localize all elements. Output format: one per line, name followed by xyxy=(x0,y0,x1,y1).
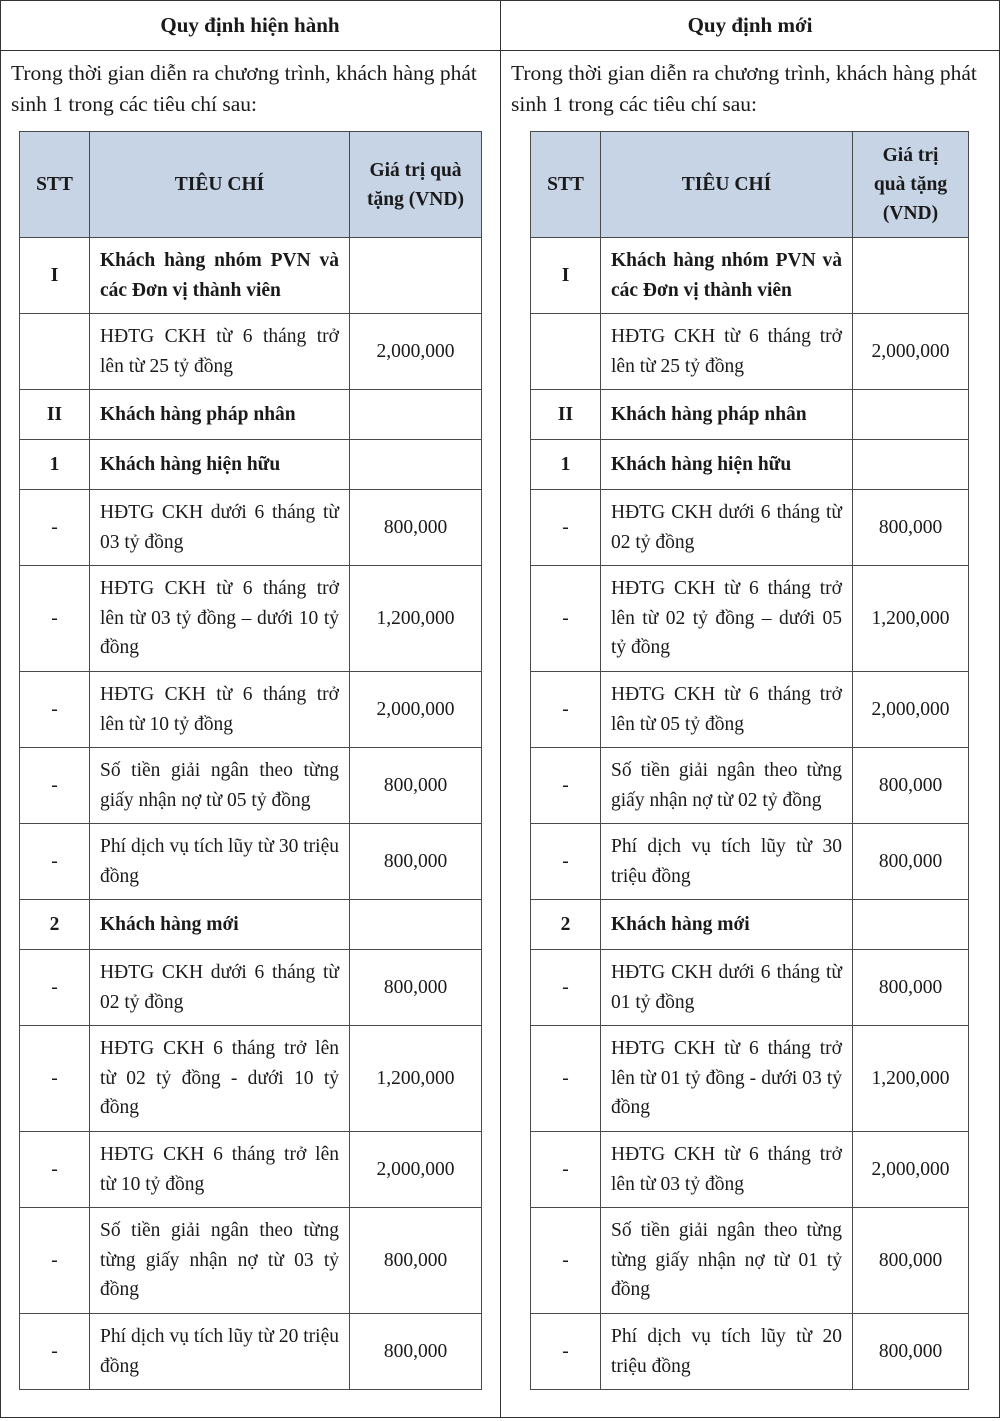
row-gift-value: 800,000 xyxy=(853,1314,969,1390)
row-gift-value xyxy=(853,238,969,314)
header-criteria: TIÊU CHÍ xyxy=(601,132,853,238)
table-row xyxy=(531,900,969,950)
row-criteria: HĐTG CKH từ 6 tháng trở lên từ 03 tỷ đồng – dưới 10 tỷ đồng xyxy=(90,566,350,672)
header-stt: STT xyxy=(531,132,601,238)
row-stt: - xyxy=(20,490,90,566)
row-gift-value: 2,000,000 xyxy=(350,1132,482,1208)
row-gift-value: 2,000,000 xyxy=(853,314,969,390)
row-stt: - xyxy=(531,672,601,748)
row-stt: - xyxy=(20,566,90,672)
row-gift-value xyxy=(350,390,482,440)
row-stt: 1 xyxy=(531,440,601,490)
table-row xyxy=(20,1314,482,1390)
row-criteria: Khách hàng nhóm PVN và các Đơn vị thành viên xyxy=(90,238,350,314)
header-divider xyxy=(0,50,1000,51)
row-stt: 1 xyxy=(20,440,90,490)
row-gift-value: 2,000,000 xyxy=(853,1132,969,1208)
row-stt: - xyxy=(20,748,90,824)
row-criteria: Số tiền giải ngân theo từng từng giấy nhận nợ từ 01 tỷ đồng xyxy=(601,1208,853,1314)
row-gift-value: 800,000 xyxy=(350,1314,482,1390)
table-row xyxy=(20,238,482,314)
column-title-current: Quy định hiện hành xyxy=(160,12,340,37)
row-criteria: HĐTG CKH 6 tháng trở lên từ 10 tỷ đồng xyxy=(90,1132,350,1208)
table-body xyxy=(531,238,969,1390)
row-gift-value: 2,000,000 xyxy=(853,672,969,748)
row-stt xyxy=(531,314,601,390)
row-criteria: Phí dịch vụ tích lũy từ 20 triệu đồng xyxy=(90,1314,350,1390)
header-criteria: TIÊU CHÍ xyxy=(90,132,350,238)
row-criteria: Khách hàng mới xyxy=(90,900,350,950)
row-gift-value: 800,000 xyxy=(853,490,969,566)
table-row xyxy=(20,1208,482,1314)
table-row xyxy=(531,1208,969,1314)
table-row xyxy=(20,1132,482,1208)
row-stt: - xyxy=(20,1208,90,1314)
row-criteria: Số tiền giải ngân theo từng giấy nhận nợ từ 02 tỷ đồng xyxy=(601,748,853,824)
header-stt: STT xyxy=(20,132,90,238)
row-stt: 2 xyxy=(20,900,90,950)
row-gift-value: 800,000 xyxy=(350,950,482,1026)
row-stt: - xyxy=(20,950,90,1026)
table-row xyxy=(20,440,482,490)
row-criteria: Khách hàng hiện hữu xyxy=(90,440,350,490)
row-stt: II xyxy=(20,390,90,440)
row-stt: - xyxy=(531,824,601,900)
row-gift-value: 2,000,000 xyxy=(350,672,482,748)
row-stt: - xyxy=(20,1314,90,1390)
table-row xyxy=(531,824,969,900)
row-gift-value xyxy=(350,238,482,314)
row-criteria: HĐTG CKH từ 6 tháng trở lên từ 25 tỷ đồng xyxy=(90,314,350,390)
row-criteria: HĐTG CKH từ 6 tháng trở lên từ 05 tỷ đồng xyxy=(601,672,853,748)
row-gift-value: 1,200,000 xyxy=(350,1026,482,1132)
table-row xyxy=(20,950,482,1026)
row-gift-value xyxy=(350,900,482,950)
table-row xyxy=(20,566,482,672)
table-row xyxy=(531,566,969,672)
row-criteria: HĐTG CKH dưới 6 tháng từ 02 tỷ đồng xyxy=(601,490,853,566)
header-gift-value: Giá trị quà tặng (VND) xyxy=(350,132,482,238)
row-criteria: Khách hàng hiện hữu xyxy=(601,440,853,490)
table-row xyxy=(20,672,482,748)
row-criteria: Phí dịch vụ tích lũy từ 30 triệu đồng xyxy=(90,824,350,900)
row-gift-value: 800,000 xyxy=(853,1208,969,1314)
row-criteria: Khách hàng pháp nhân xyxy=(601,390,853,440)
row-stt: - xyxy=(531,1132,601,1208)
row-stt: - xyxy=(531,1208,601,1314)
table-row xyxy=(531,748,969,824)
row-gift-value: 800,000 xyxy=(350,1208,482,1314)
row-gift-value xyxy=(853,390,969,440)
table-row xyxy=(531,1026,969,1132)
table-row xyxy=(531,1132,969,1208)
row-gift-value: 800,000 xyxy=(350,748,482,824)
row-stt: - xyxy=(531,950,601,1026)
row-gift-value: 800,000 xyxy=(350,490,482,566)
row-gift-value: 800,000 xyxy=(350,824,482,900)
table-row xyxy=(531,1314,969,1390)
row-stt: I xyxy=(531,238,601,314)
row-stt: - xyxy=(20,824,90,900)
row-criteria: Số tiền giải ngân theo từng từng giấy nhận nợ từ 03 tỷ đồng xyxy=(90,1208,350,1314)
row-criteria: Khách hàng mới xyxy=(601,900,853,950)
table-header-row xyxy=(20,132,482,238)
table-row xyxy=(531,238,969,314)
row-gift-value: 800,000 xyxy=(853,748,969,824)
row-gift-value: 2,000,000 xyxy=(350,314,482,390)
table-row xyxy=(531,490,969,566)
table-row xyxy=(20,390,482,440)
intro-text-current: Trong thời gian diễn ra chương trình, khách hàng phát sinh 1 trong các tiêu chí sau: xyxy=(11,61,477,116)
row-stt: - xyxy=(531,1314,601,1390)
row-stt: II xyxy=(531,390,601,440)
row-criteria: Số tiền giải ngân theo từng giấy nhận nợ từ 05 tỷ đồng xyxy=(90,748,350,824)
row-gift-value xyxy=(853,900,969,950)
header-gift-value: Giá trị quà tặng (VND) xyxy=(853,132,969,238)
table-header-row xyxy=(531,132,969,238)
table-row xyxy=(531,390,969,440)
row-stt: - xyxy=(20,672,90,748)
gift-table-current xyxy=(19,131,482,1390)
row-gift-value: 800,000 xyxy=(853,824,969,900)
table-body xyxy=(20,238,482,1390)
table-row xyxy=(531,314,969,390)
row-criteria: Phí dịch vụ tích lũy từ 20 triệu đồng xyxy=(601,1314,853,1390)
row-criteria: HĐTG CKH từ 6 tháng trở lên từ 25 tỷ đồng xyxy=(601,314,853,390)
table-row xyxy=(531,950,969,1026)
row-gift-value: 1,200,000 xyxy=(853,566,969,672)
table-row xyxy=(531,672,969,748)
row-criteria: Phí dịch vụ tích lũy từ 30 triệu đồng xyxy=(601,824,853,900)
row-criteria: HĐTG CKH từ 6 tháng trở lên từ 01 tỷ đồng - dưới 03 tỷ đồng xyxy=(601,1026,853,1132)
table-row xyxy=(531,440,969,490)
row-stt: - xyxy=(20,1132,90,1208)
row-gift-value: 1,200,000 xyxy=(350,566,482,672)
row-criteria: Khách hàng nhóm PVN và các Đơn vị thành viên xyxy=(601,238,853,314)
row-gift-value xyxy=(853,440,969,490)
row-stt: - xyxy=(531,748,601,824)
row-stt: - xyxy=(531,490,601,566)
row-criteria: HĐTG CKH dưới 6 tháng từ 02 tỷ đồng xyxy=(90,950,350,1026)
table-row xyxy=(20,1026,482,1132)
row-criteria: HĐTG CKH từ 6 tháng trở lên từ 10 tỷ đồng xyxy=(90,672,350,748)
table-row xyxy=(20,314,482,390)
row-criteria: HĐTG CKH từ 6 tháng trở lên từ 03 tỷ đồng xyxy=(601,1132,853,1208)
row-criteria: Khách hàng pháp nhân xyxy=(90,390,350,440)
row-stt: - xyxy=(20,1026,90,1132)
row-criteria: HĐTG CKH từ 6 tháng trở lên từ 02 tỷ đồng – dưới 05 tỷ đồng xyxy=(601,566,853,672)
row-stt: - xyxy=(531,566,601,672)
row-gift-value: 1,200,000 xyxy=(853,1026,969,1132)
row-stt: I xyxy=(20,238,90,314)
row-criteria: HĐTG CKH 6 tháng trở lên từ 02 tỷ đồng - dưới 10 tỷ đồng xyxy=(90,1026,350,1132)
column-divider xyxy=(500,0,501,1418)
table-row xyxy=(20,900,482,950)
row-criteria: HĐTG CKH dưới 6 tháng từ 03 tỷ đồng xyxy=(90,490,350,566)
row-stt: - xyxy=(531,1026,601,1132)
table-row xyxy=(20,490,482,566)
column-title-new: Quy định mới xyxy=(687,12,813,37)
row-gift-value xyxy=(350,440,482,490)
table-row xyxy=(20,824,482,900)
row-gift-value: 800,000 xyxy=(853,950,969,1026)
table-row xyxy=(20,748,482,824)
row-stt: 2 xyxy=(531,900,601,950)
row-criteria: HĐTG CKH dưới 6 tháng từ 01 tỷ đồng xyxy=(601,950,853,1026)
gift-table-new xyxy=(530,131,969,1390)
intro-text-new: Trong thời gian diễn ra chương trình, khách hàng phát sinh 1 trong các tiêu chí sau: xyxy=(511,61,977,116)
row-stt xyxy=(20,314,90,390)
